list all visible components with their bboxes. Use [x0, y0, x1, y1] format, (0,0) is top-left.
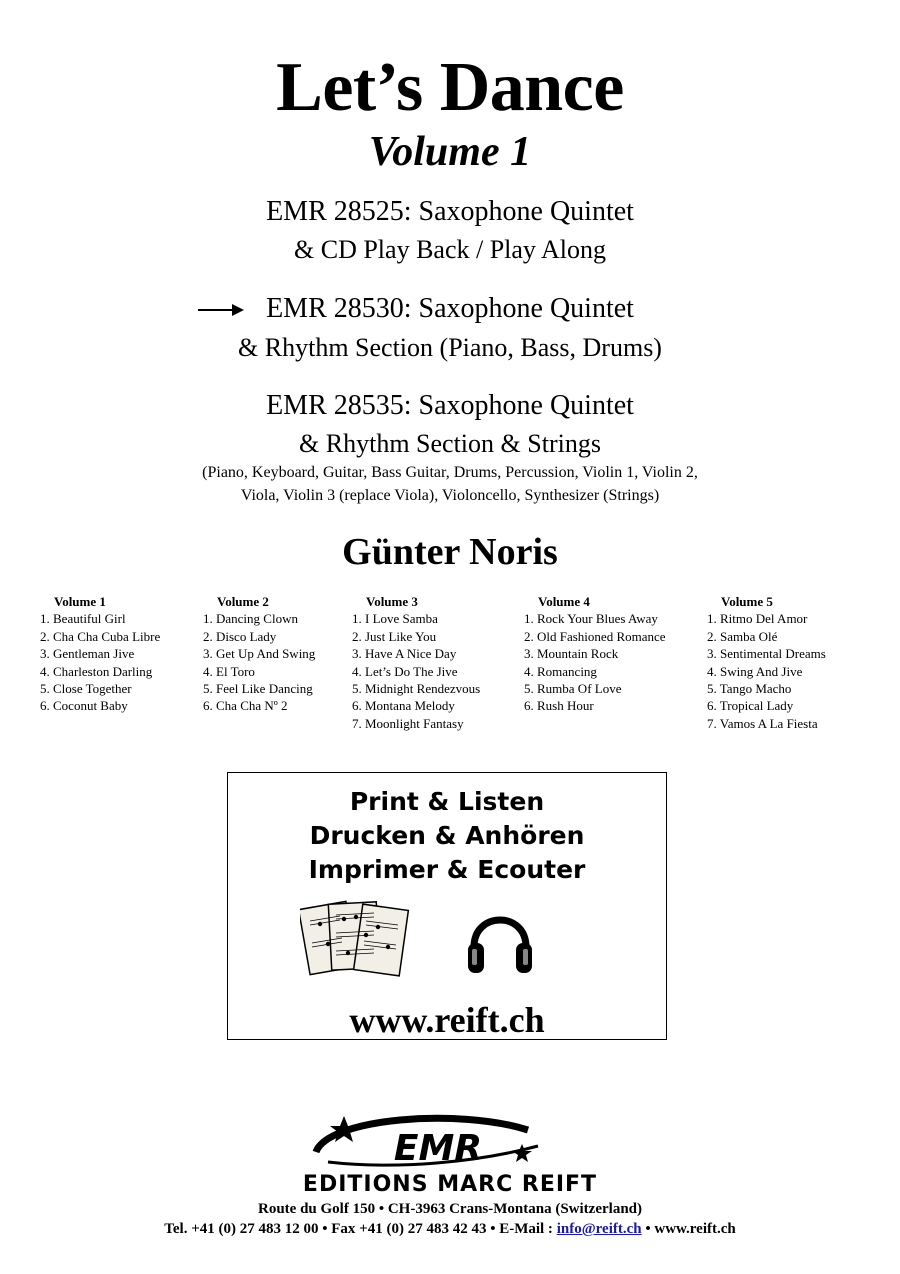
volume-list-2 — [203, 593, 315, 715]
track-item: 1. Ritmo Del Amor — [707, 611, 808, 627]
contact-phone-fax: Tel. +41 (0) 27 483 12 00 • Fax +41 (0) 27 483 42 43 • E-Mail : — [164, 1221, 557, 1237]
volume-list-3 — [352, 593, 480, 732]
track-item: 1. Beautiful Girl — [40, 611, 126, 627]
edition-1-title: EMR 28525: Saxophone Quintet — [266, 196, 634, 227]
track-item: 3. Get Up And Swing — [203, 646, 316, 662]
track-item: 4. Swing And Jive — [707, 663, 803, 679]
track-item: 5. Feel Like Dancing — [203, 681, 313, 697]
volume-heading: Volume 4 — [538, 594, 590, 609]
music-sheets-icon — [300, 897, 412, 983]
track-item: 5. Close Together — [40, 681, 132, 697]
volume-heading: Volume 3 — [366, 594, 418, 609]
track-item: 1. Rock Your Blues Away — [524, 611, 658, 627]
page-subtitle: Volume 1 — [368, 129, 532, 175]
email-link[interactable]: info@reift.ch — [556, 1221, 642, 1237]
track-item: 6. Cha Cha Nº 2 — [203, 698, 288, 714]
track-item: 4. El Toro — [203, 663, 255, 679]
volume-list-4 — [524, 593, 666, 715]
volume-list-5 — [707, 593, 826, 732]
track-item: 6. Montana Melody — [352, 698, 455, 714]
track-item: 3. Sentimental Dreams — [707, 646, 826, 662]
headphones-icon — [464, 901, 536, 981]
volume-heading: Volume 2 — [217, 594, 269, 609]
track-item: 2. Disco Lady — [203, 628, 277, 644]
edition-3-title: EMR 28535: Saxophone Quintet — [266, 390, 634, 421]
track-item: 1. I Love Samba — [352, 611, 438, 627]
volume-heading: Volume 5 — [721, 594, 773, 609]
edition-2-title: EMR 28530: Saxophone Quintet — [266, 293, 634, 324]
edition-3-instruments-2: Viola, Violin 3 (replace Viola), Violoncello, Synthesizer (Strings) — [240, 487, 660, 504]
track-item: 4. Charleston Darling — [40, 663, 153, 679]
track-item: 5. Tango Macho — [707, 681, 792, 697]
edition-3-instruments-1: (Piano, Keyboard, Guitar, Bass Guitar, Drums, Percussion, Violin 1, Violin 2, — [202, 464, 698, 481]
track-item: 3. Mountain Rock — [524, 646, 619, 662]
track-item: 6. Rush Hour — [524, 698, 594, 714]
track-item: 7. Vamos A La Fiesta — [707, 715, 818, 731]
promo-url: www.reift.ch — [349, 1000, 545, 1040]
publisher-name: EDITIONS MARC REIFT — [302, 1172, 598, 1197]
volume-heading: Volume 1 — [54, 594, 106, 609]
page-title: Let’s Dance — [276, 49, 624, 126]
edition-2-desc: & Rhythm Section (Piano, Bass, Drums) — [238, 333, 662, 362]
volume-list-1 — [40, 593, 160, 715]
track-item: 2. Old Fashioned Romance — [524, 628, 666, 644]
promo-line-en: Print & Listen — [349, 787, 545, 816]
track-item: 2. Samba Olé — [707, 628, 778, 644]
contact-website: • www.reift.ch — [641, 1221, 736, 1237]
emr-logo — [308, 1110, 548, 1172]
promo-line-fr: Imprimer & Ecouter — [308, 855, 586, 884]
publisher-contact — [0, 1221, 900, 1238]
track-item: 1. Dancing Clown — [203, 611, 298, 627]
track-item: 4. Let’s Do The Jive — [352, 663, 458, 679]
promo-line-de: Drucken & Anhören — [309, 821, 585, 850]
publisher-address: Route du Golf 150 • CH-3963 Crans-Montana (Switzerland) — [258, 1201, 642, 1217]
track-item: 3. Have A Nice Day — [352, 646, 457, 662]
edition-1-desc: & CD Play Back / Play Along — [294, 235, 606, 264]
print-listen-box — [227, 772, 667, 1040]
track-item: 6. Tropical Lady — [707, 698, 794, 714]
track-item: 7. Moonlight Fantasy — [352, 715, 464, 731]
edition-3-desc: & Rhythm Section & Strings — [299, 429, 601, 458]
track-item: 4. Romancing — [524, 663, 597, 679]
track-item: 2. Just Like You — [352, 628, 437, 644]
track-item: 5. Rumba Of Love — [524, 681, 622, 697]
track-item: 6. Coconut Baby — [40, 698, 128, 714]
track-item: 2. Cha Cha Cuba Libre — [40, 628, 161, 644]
composer-name: Günter Noris — [342, 531, 558, 573]
track-item: 5. Midnight Rendezvous — [352, 681, 481, 697]
emr-logo-text: EMR — [393, 1128, 483, 1169]
track-item: 3. Gentleman Jive — [40, 646, 135, 662]
